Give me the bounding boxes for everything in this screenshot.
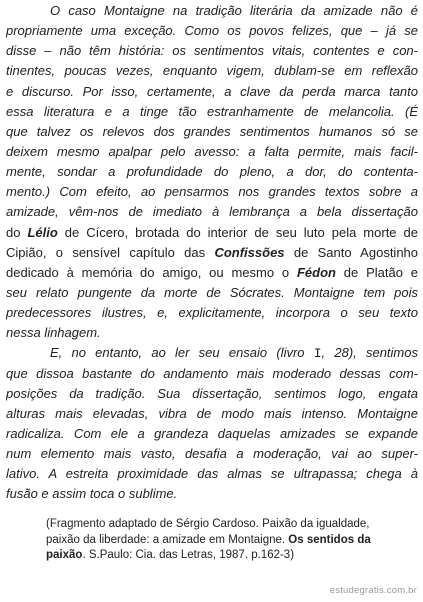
p1-line-14 (6, 263, 418, 283)
p2-line-7: lativo. A estreita proximidade das almas se ultrapassa; chega à (6, 466, 418, 482)
text-run: dedicado à memória do amigo, ou mesmo o (6, 264, 297, 280)
p1-line-2: propriamente uma exceção. Como os povos felizes, que – já se (6, 23, 418, 39)
text-run: paixão da liberdade: a amizade em Montaigne. (46, 533, 289, 546)
p2-line-8: fusão e assim toca o sublime. (6, 486, 178, 502)
text-run: E, no entanto, ao ler seu ensaio (livro (50, 345, 314, 361)
p1-line-11: amizade, vêm-nos de imediato à lembrança a bela dissertação (6, 204, 418, 220)
p2-line-3: posições da tradição. Sua dissertação, sentimos logo, engata (6, 385, 418, 401)
p1-line-10: mento.) Com efeito, ao pensarmos nos grandes textos sobre a (6, 184, 418, 200)
text-run: Cipião, o sensível capítulo das (6, 244, 215, 260)
p1-line-12 (6, 223, 418, 243)
p1-line-3: disse – não têm história: os sentimentos vitais, contentes e con- (6, 43, 418, 59)
p1-line-17: nessa linhagem. (6, 325, 101, 341)
p1-line-4: tinentes, poucas vezes, enquanto vigem, dublam-se em reflexão (6, 63, 418, 79)
p1-line-8: deixem mesmo apalpar pelo avesso: a falta permite, mais facil- (6, 143, 418, 159)
site-watermark: estudegratis.com.br (329, 585, 417, 596)
text-run: . S.Paulo: Cia. das Letras, 1987. p.162-3) (82, 549, 295, 561)
p1-line-7: que talvez os relevos dos grandes sentimentos humanos só se (6, 123, 418, 139)
citation-line-1: (Fragmento adaptado de Sérgio Cardoso. Paixão da igualdade, (46, 518, 370, 530)
p1-line-15: seu relato pungente da morte de Sócrates. Montaigne tem pois (6, 284, 418, 300)
p2-line-5: radicaliza. Com ele a grandeza daquelas amizades se expande (6, 425, 418, 441)
text-passage (6, 1, 418, 505)
p1-line-16: predecessores ilustres, e, explicitamente, incorpora o seu texto (6, 305, 418, 321)
text-run: , 28), sentimos (321, 345, 418, 361)
citation-line-3 (46, 548, 416, 564)
title-lelio: Lélio (27, 224, 58, 240)
text-run: de Santo Agostinho (284, 244, 418, 260)
citation-line-2 (46, 533, 416, 549)
book-title: paixão (46, 549, 83, 561)
title-fedon: Fédon (296, 264, 336, 280)
source-citation (46, 517, 416, 564)
p2-line-1 (6, 343, 418, 363)
p2-line-2: que dissoa bastante do andamento mais moderado dessas com- (6, 365, 418, 381)
p1-line-1: O caso Montaigne na tradição literária da amizade não é (50, 3, 418, 18)
text-run: de Platão e (335, 264, 418, 280)
p1-line-13 (6, 243, 418, 263)
p1-line-9: mente, sondar a profundidade do pleno, a dor, do contenta- (6, 164, 418, 180)
roman-numeral: I (313, 346, 322, 362)
p2-line-6: num elemento mais vasto, desafia a moderação, vai ao super- (6, 446, 418, 462)
p1-line-5: e discurso. Por isso, certamente, a clave da perda marca tanto (6, 83, 418, 99)
p2-line-4: alturas mais elevadas, vibra de modo mais intenso. Montaigne (6, 405, 418, 421)
text-run: de Cícero, brotada do interior de seu luto pela morte de (57, 224, 418, 240)
title-confissoes: Confissões (214, 244, 285, 260)
book-title: Os sentidos da (288, 533, 371, 546)
text-run: do (6, 224, 28, 240)
p1-line-6: essa literatura e a tinge tão estranhamente de melancolia. (É (6, 103, 418, 119)
